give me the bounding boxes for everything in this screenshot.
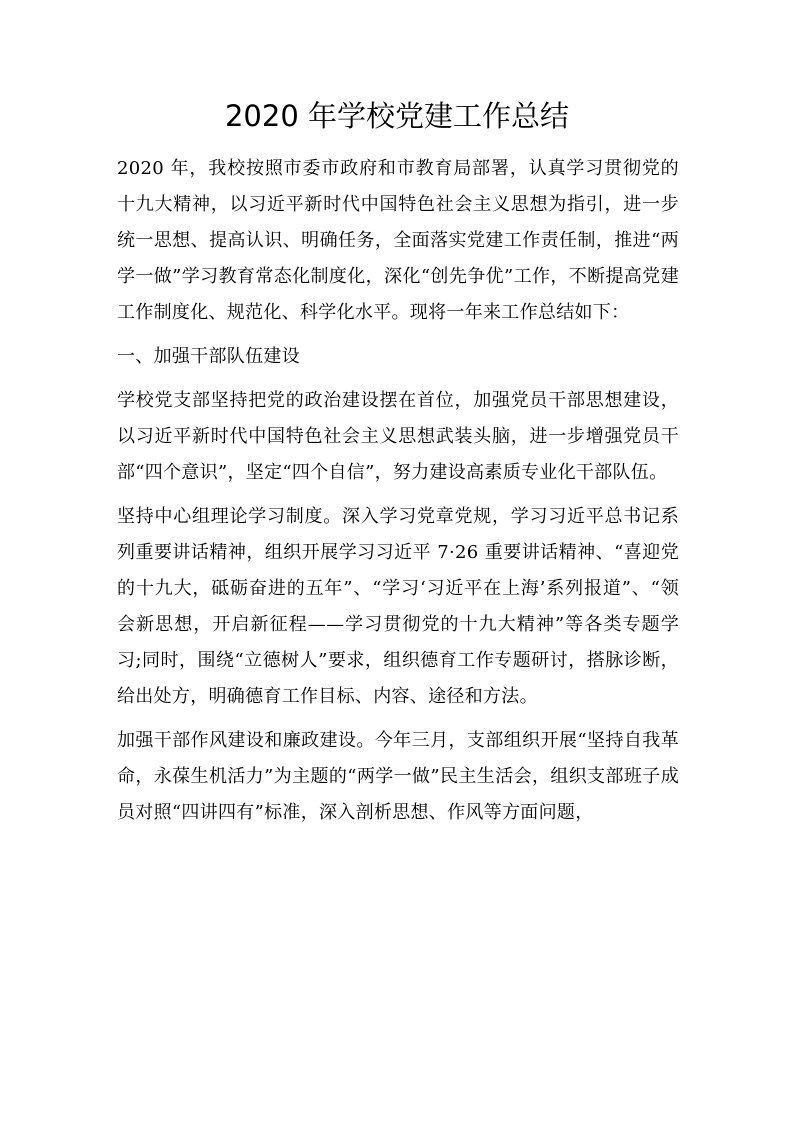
document-body (117, 151, 679, 839)
document-title: 2020 年学校党建工作总结 (224, 99, 570, 133)
section-1-paragraph-1: 学校党支部坚持把党的政治建设摆在首位，加强党员干部思想建设，以习近平新时代中国特色社会主义思想武装头脑，进一步增强党员干部“四个意识”，坚定“四个自信”，努力建设高素质专业化干部队伍。 (117, 390, 679, 483)
section-1-paragraph-2: 坚持中心组理论学习制度。深入学习党章党规，学习习近平总书记系列重要讲话精神，组织开展学习习近平 7·26 重要讲话精神、“喜迎党的十九大，砥砺奋进的五年”、“学习‘习近平在上海’系列报道”、“领会新思想，开启新征程——学习贯彻党的十九大精神”等各类专题学习;同时，围绕“立德树人”要求，组织德育工作专题研讨，搭脉诊断，给出处方，明确德育工作目标、内容、途径和方法。 (117, 506, 679, 707)
intro-paragraph: 2020 年，我校按照市委市政府和市教育局部署，认真学习贯彻党的十九大精神，以习近平新时代中国特色社会主义思想为指引，进一步统一思想、提高认识、明确任务，全面落实党建工作责任制，推进“两学一做”学习教育常态化制度化，深化“创先争优”工作，不断提高党建工作制度化、规范化、科学化水平。现将一年来工作总结如下： (117, 158, 679, 323)
section-heading-1: 一、加强干部队伍建设 (117, 346, 300, 367)
section-1-paragraph-3: 加强干部作风建设和廉政建设。今年三月，支部组织开展“坚持自我革命，永葆生机活力”为主题的“两学一做”民主生活会，组织支部班子成员对照“四讲四有”标准，深入剖析思想、作风等方面问题， (117, 730, 679, 823)
